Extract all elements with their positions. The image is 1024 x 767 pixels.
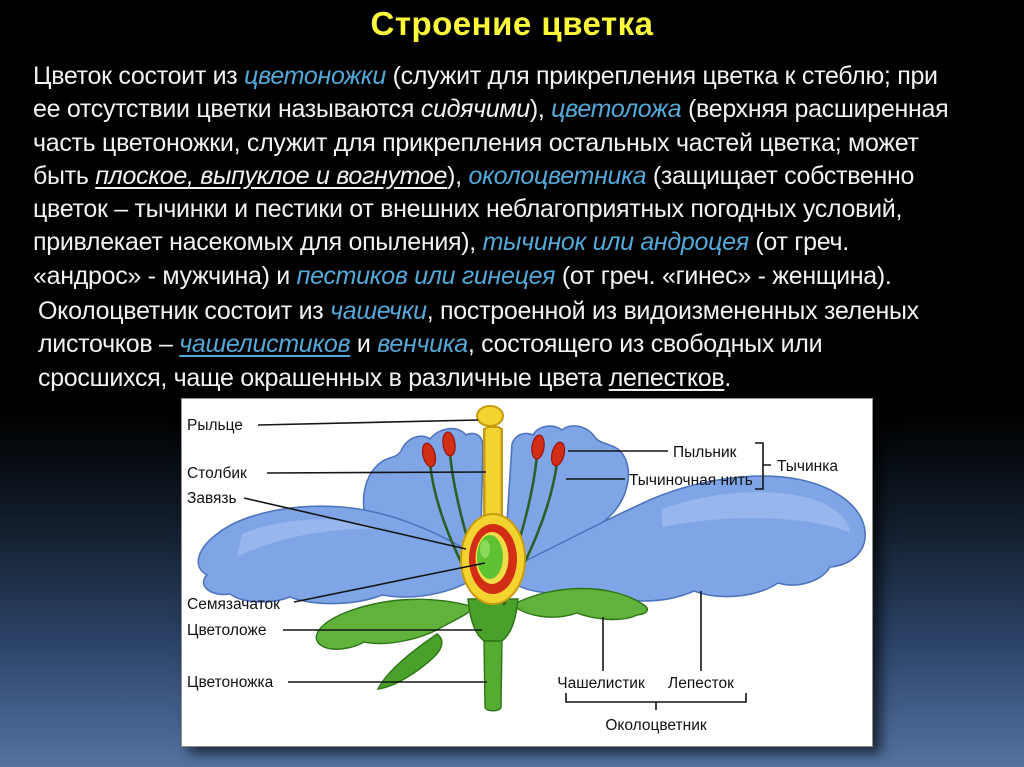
stamen-label: Тычинка bbox=[777, 458, 838, 475]
text-line: листочков – чашелистиков и венчика, состоящего из свободных или bbox=[38, 330, 823, 359]
style-label-line bbox=[267, 472, 486, 473]
sepal-left bbox=[316, 599, 474, 649]
perianth-bracket bbox=[566, 693, 746, 710]
ovule-label: Семязачаток bbox=[187, 596, 280, 613]
text-line: сросшихся, чаще окрашенных в различные цвета лепестков. bbox=[38, 363, 731, 392]
ovule-highlight bbox=[480, 540, 490, 558]
ovary-label: Завязь bbox=[187, 490, 237, 507]
ovule-shape bbox=[477, 535, 503, 579]
paragraph-perianth bbox=[38, 295, 919, 395]
text-line: цветок – тычинки и пестики от внешних неблагоприятных погодных условий, bbox=[33, 195, 903, 224]
sepal-label: Чашелистик bbox=[557, 675, 645, 692]
anther-label: Пыльник bbox=[673, 444, 737, 461]
stigma-label-line bbox=[258, 420, 478, 425]
style-label: Столбик bbox=[187, 465, 247, 482]
flower-structure-diagram bbox=[181, 398, 873, 747]
flower-diagram-svg bbox=[182, 399, 872, 746]
stigma-shape bbox=[477, 406, 503, 426]
pedicel-shape bbox=[484, 641, 502, 711]
text-line: Цветок состоит из цветоножки (служит для прикрепления цветка к стеблю; при bbox=[33, 62, 938, 90]
text-line: «андрос» - мужчина) и пестиков или гинецея (от греч. «гинес» - женщина). bbox=[33, 261, 892, 290]
stigma-label: Рыльце bbox=[187, 417, 243, 434]
text-line: часть цветоножки, служит для прикрепления остальных частей цветка; может bbox=[33, 128, 919, 157]
petal-label: Лепесток bbox=[668, 675, 734, 692]
text-line: ее отсутствии цветки называются сидячими), цветоложа (верхняя расширенная bbox=[33, 95, 949, 124]
text-line: Околоцветник состоит из чашечки, построенной из видоизмененных зеленых bbox=[38, 297, 919, 325]
text-line: привлекает насекомых для опыления), тычинок или андроцея (от греч. bbox=[33, 228, 849, 257]
receptacle-label: Цветоложе bbox=[187, 622, 267, 639]
filament-label: Тычиночная нить bbox=[629, 472, 753, 489]
paragraph-flower-parts bbox=[33, 60, 948, 293]
receptacle-shape bbox=[468, 599, 518, 641]
text-line: быть плоское, выпуклое и вогнутое), околоцветника (защищает собственно bbox=[33, 161, 915, 190]
slide-title: Строение цветка bbox=[370, 5, 654, 42]
pedicel-label: Цветоножка bbox=[187, 674, 274, 691]
perianth-label: Околоцветник bbox=[605, 717, 707, 734]
